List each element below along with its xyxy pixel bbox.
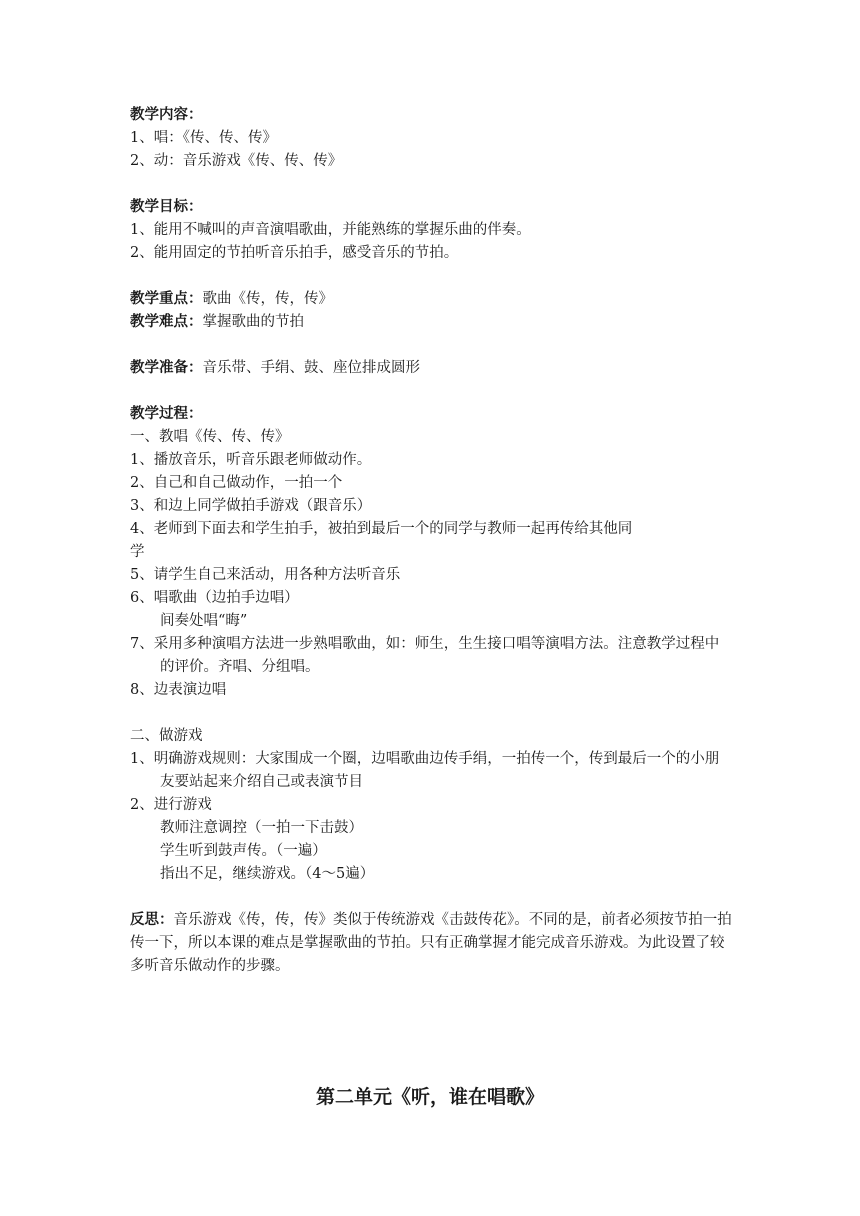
preparation [130,357,732,380]
game-step-2: 2、进行游戏 [130,797,212,813]
key-point-label: 教学重点： [130,291,203,307]
game-note-2: 学生听到鼓声传。（一遍） [160,843,327,859]
lesson-plan [130,104,732,978]
game-step-1: 1、明确游戏规则：大家围成一个圈，边唱歌曲边传手绢，一拍传一个，传到最后一个的小朋友要站起来介绍自己或表演节目 [130,751,720,790]
part1-title: 一、教唱《传、传、传》 [130,429,290,445]
next-unit-title: 第二单元《听，谁在唱歌》 [315,1086,544,1108]
step-8: 8、边表演边唱 [130,682,227,698]
preparation-label: 教学准备： [130,360,203,376]
key-point [130,288,732,311]
preparation-text: 音乐带、手绢、鼓、座位排成圆形 [202,360,420,376]
step-3: 3、和边上同学做拍手游戏（跟音乐） [130,498,372,514]
goal-item-2: 2、能用固定的节拍听音乐拍手，感受音乐的节拍。 [130,245,459,261]
reflection-text: 音乐游戏《传，传，传》类似于传统游戏《击鼓传花》。不同的是，前者必须按节拍一拍传一下，所以本课的难点是掌握歌曲的节拍。只有正确掌握才能完成音乐游戏。为此设置了较多听音乐做动作的步骤。 [130,912,732,974]
step-5: 5、请学生自己来活动，用各种方法听音乐 [130,567,401,583]
part2-title: 二、做游戏 [130,728,203,744]
difficulty-label: 教学难点： [130,314,203,330]
process-heading: 教学过程： [130,406,203,422]
step-7: 7、采用多种演唱方法进一步熟唱歌曲，如：师生，生生接口唱等演唱方法。注意教学过程中的评价。齐唱、分组唱。 [130,636,720,675]
goal-item-1: 1、能用不喊叫的声音演唱歌曲，并能熟练的掌握乐曲的伴奏。 [130,222,531,238]
step-4-line2: 学 [130,544,145,560]
reflection [130,909,732,978]
reflection-label: 反思： [130,912,174,928]
step-2: 2、自己和自己做动作，一拍一个 [130,475,343,491]
content-item-2: 2、动：音乐游戏《传、传、传》 [130,153,343,169]
difficulty [130,311,732,334]
step-1: 1、播放音乐，听音乐跟老师做动作。 [130,452,372,468]
step-4-line1: 4、老师到下面去和学生拍手，被拍到最后一个的同学与教师一起再传给其他同 [130,521,633,537]
content-item-1: 1、唱：《传、传、传》 [130,130,277,146]
goals-heading: 教学目标： [130,199,203,215]
game-note-1: 教师注意调控（一拍一下击鼓） [160,820,363,836]
game-note-3: 指出不足，继续游戏。（4～5遍） [160,866,375,882]
content-heading: 教学内容： [130,107,203,123]
step-6-note: 间奏处唱“晦” [160,613,248,629]
step-6: 6、唱歌曲（边拍手边唱） [130,590,299,606]
key-point-text: 歌曲《传，传，传》 [202,291,333,307]
difficulty-text: 掌握歌曲的节拍 [202,314,304,330]
